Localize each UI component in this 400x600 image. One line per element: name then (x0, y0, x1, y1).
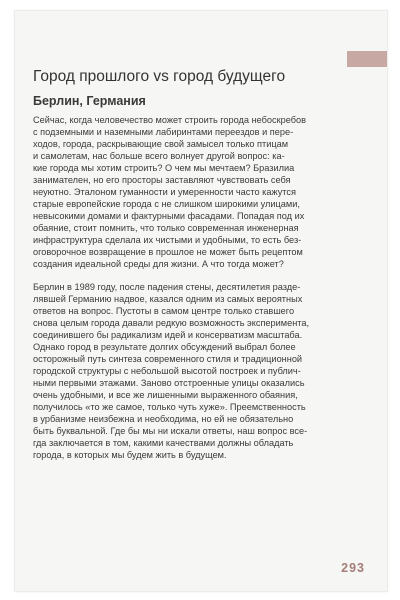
text-line: гда заключается в том, какими качествами должны обладать (33, 438, 294, 448)
text-line: невысокими домами и фактурными фасадами. Попадая под их (33, 211, 305, 221)
text-line: неуютно. Эталоном гуманности и умеренности часто кажутся (33, 187, 296, 197)
text-line: Сейчас, когда человечество может строить города небоскребов (33, 115, 307, 125)
text-line: с подземными и наземными лабиринтами переездов и пере- (33, 127, 294, 137)
text-line: ответов на вопрос. Пустоты в самом центре только ставшего (33, 306, 295, 316)
text-line: создания идеальной среды для жизни. А что тогда может? (33, 259, 284, 269)
text-line: соединившего бы радикализм идей и консерватизм масштаба. (33, 330, 303, 340)
text-line: оговорочное возвращение в прошлое не может быть рецептом (33, 247, 303, 257)
paragraph-2 (33, 281, 351, 461)
text-line: города, в которых мы будем жить в будущем. (33, 450, 227, 460)
text-line: ными первыми этажами. Заново отстроенные улицы оказались (33, 378, 305, 388)
book-page (14, 10, 388, 592)
page-title: Город прошлого vs город будущего (33, 68, 286, 85)
text-line: быть буквальной. Где бы мы ни искали ответы, наш вопрос все- (33, 426, 308, 436)
text-line: обаяние, стоит помнить, что только современная инженерная (33, 223, 299, 233)
text-line: в урбанизме неизбежна и необходима, но ей не обязательно (33, 414, 294, 424)
text-line: лявшей Германию надвое, казался одним из самых вероятных (33, 294, 303, 304)
text-line: старые европейские города с не слишком широкими улицами, (33, 199, 300, 209)
body-text (33, 114, 351, 472)
section-subtitle: Берлин, Германия (33, 94, 146, 108)
text-line: ходов, города, раскрывающие свой замысел только птицам (33, 139, 289, 149)
text-line: занимателен, но его просторы заставляют чувствовать себя (33, 175, 291, 185)
text-line: очень удобными, и все же лишенными выраженного обаяния, (33, 390, 298, 400)
text-line: осторожный путь синтеза современного стиля и традиционной (33, 354, 303, 364)
page-number: 293 (341, 561, 365, 575)
text-line: снова целым города давали редкую возможность эксперимента, (33, 318, 310, 328)
text-line: кие города мы хотим строить? О чем мы мечтаем? Бразилиа (33, 163, 295, 173)
text-line: городской структуры с небольшой высотой построек и публич- (33, 366, 301, 376)
accent-bar (347, 51, 388, 67)
text-line: Берлин в 1989 году, после падения стены, десятилетия разде- (33, 282, 301, 292)
paragraph-1 (33, 114, 351, 270)
text-line: Однако город в результате долгих обсуждений выбрал более (33, 342, 296, 352)
text-line: получилось «то же самое, только чуть хуже». Преемственность (33, 402, 306, 412)
text-line: и самолетам, нас больше всего волнует другой вопрос: ка- (33, 151, 285, 161)
text-line: инфраструктура сделала их чистыми и удобными, то есть без- (33, 235, 302, 245)
